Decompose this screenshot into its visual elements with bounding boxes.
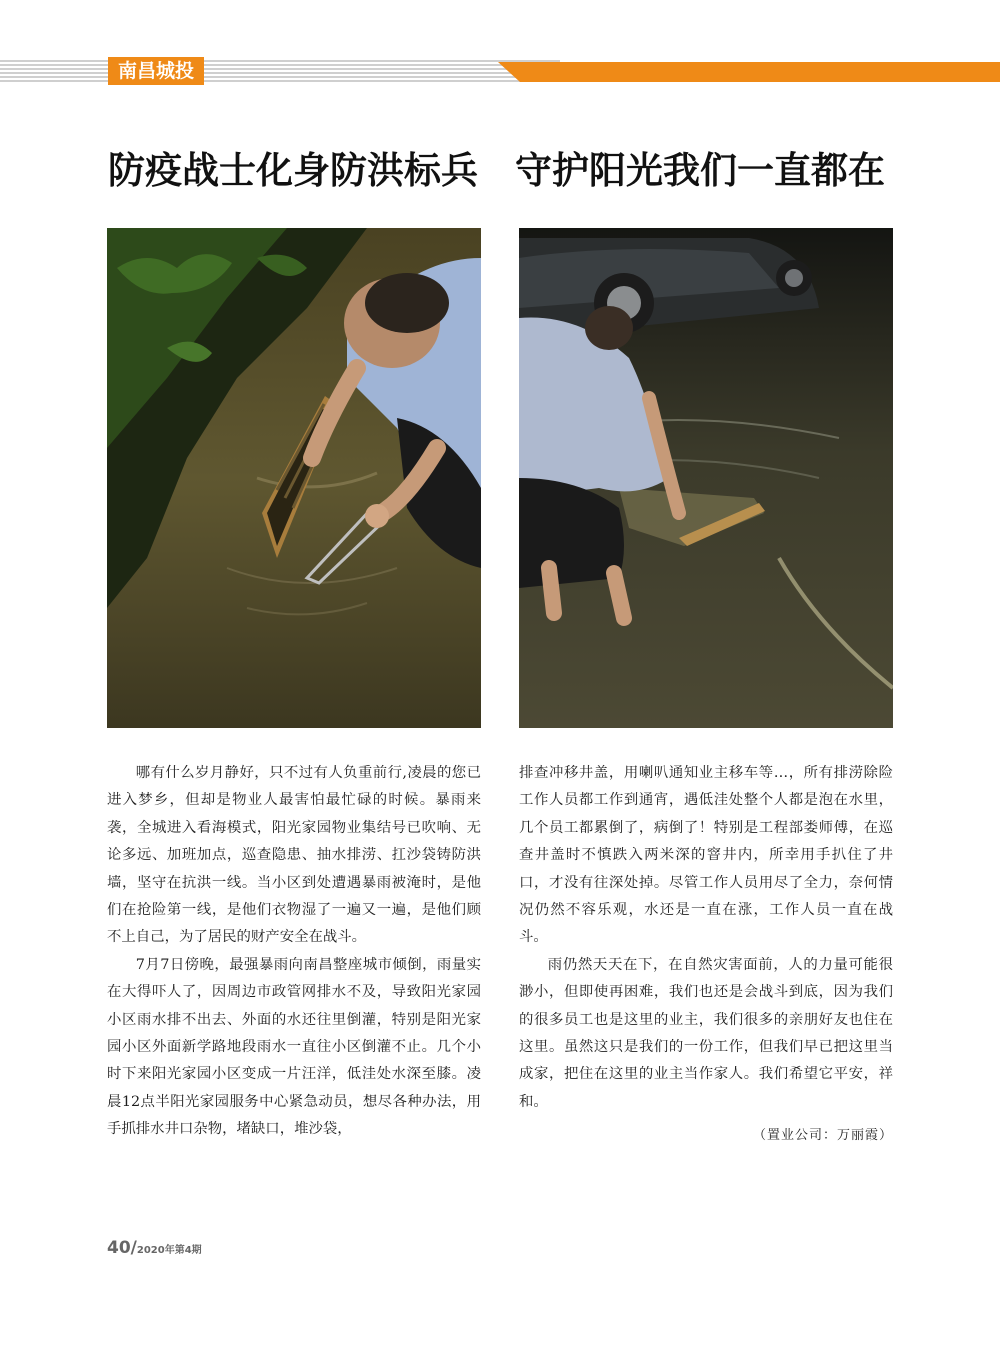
page-number: 40/ [107,1238,137,1258]
paragraph-closing: 雨仍然天天在下，在自然灾害面前，人的力量可能很渺小，但即使再困难，我们也还是会战斗到底，因为我们的很多员工也是这里的业主，我们很多的亲朋好友也住在这里。虽然这只是我们的一份工作，但我们早已把这里当成家，把住在这里的业主当作家人。我们希望它平安，祥和。 [519,956,893,1110]
text-column-left [107,760,481,1144]
paragraph-intro: 哪有什么岁月静好，只不过有人负重前行,凌晨的您已进入梦乡，但却是物业人最害怕最忙碌的时候。暴雨来袭，全城进入看海模式，阳光家园物业集结号已吹响、无论多远、加班加点，巡查隐患、抽水排涝、扛沙袋铸防洪墙，坚守在抗洪一线。当小区到处遭遇暴雨被淹时，是他们在抢险第一线，是他们衣物湿了一遍又一遍，是他们顾不上自己，为了居民的财产安全在战斗。 [107,765,481,946]
section-label: 南昌城投 [108,57,204,85]
photo-worker-moving-grate [519,228,893,728]
author-credit: （置业公司：万丽霞） [752,1128,893,1144]
header-stripes [0,60,560,84]
page-footer [107,1238,202,1258]
photo-worker-clearing-drain [107,228,481,728]
header-orange-band [498,62,1000,82]
text-column-right [519,760,893,1150]
paragraph-july-storm: 7月7日傍晚，最强暴雨向南昌整座城市倾倒，雨量实在大得吓人了，因周边市政管网排水不及，导致阳光家园小区雨水排不出去、外面的水还往里倒灌，特别是阳光家园小区外面新学路地段雨水一直往小区倒灌不止。几个小时下来阳光家园小区变成一片汪洋，低洼处水深至膝。凌晨12点半阳光家园服务中心紧急动员，想尽各种办法，用手抓排水井口杂物，堵缺口，堆沙袋， [107,956,481,1138]
issue-label: 2020年第4期 [136,1245,202,1256]
paragraph-continuation: 排查冲移井盖，用喇叭通知业主移车等…，所有排涝除险工作人员都工作到通宵，遇低洼处整个人都是泡在水里，几个员工都累倒了，病倒了！特别是工程部娄师傅，在巡查井盖时不慎跌入两米深的窨井内，所幸用手扒住了井口，才没有往深处掉。尽管工作人员用尽了全力，奈何情况仍然不容乐观，水还是一直在涨，工作人员一直在战斗。 [519,765,893,946]
article-title: 防疫战士化身防洪标兵 守护阳光我们一直都在 [108,149,885,192]
